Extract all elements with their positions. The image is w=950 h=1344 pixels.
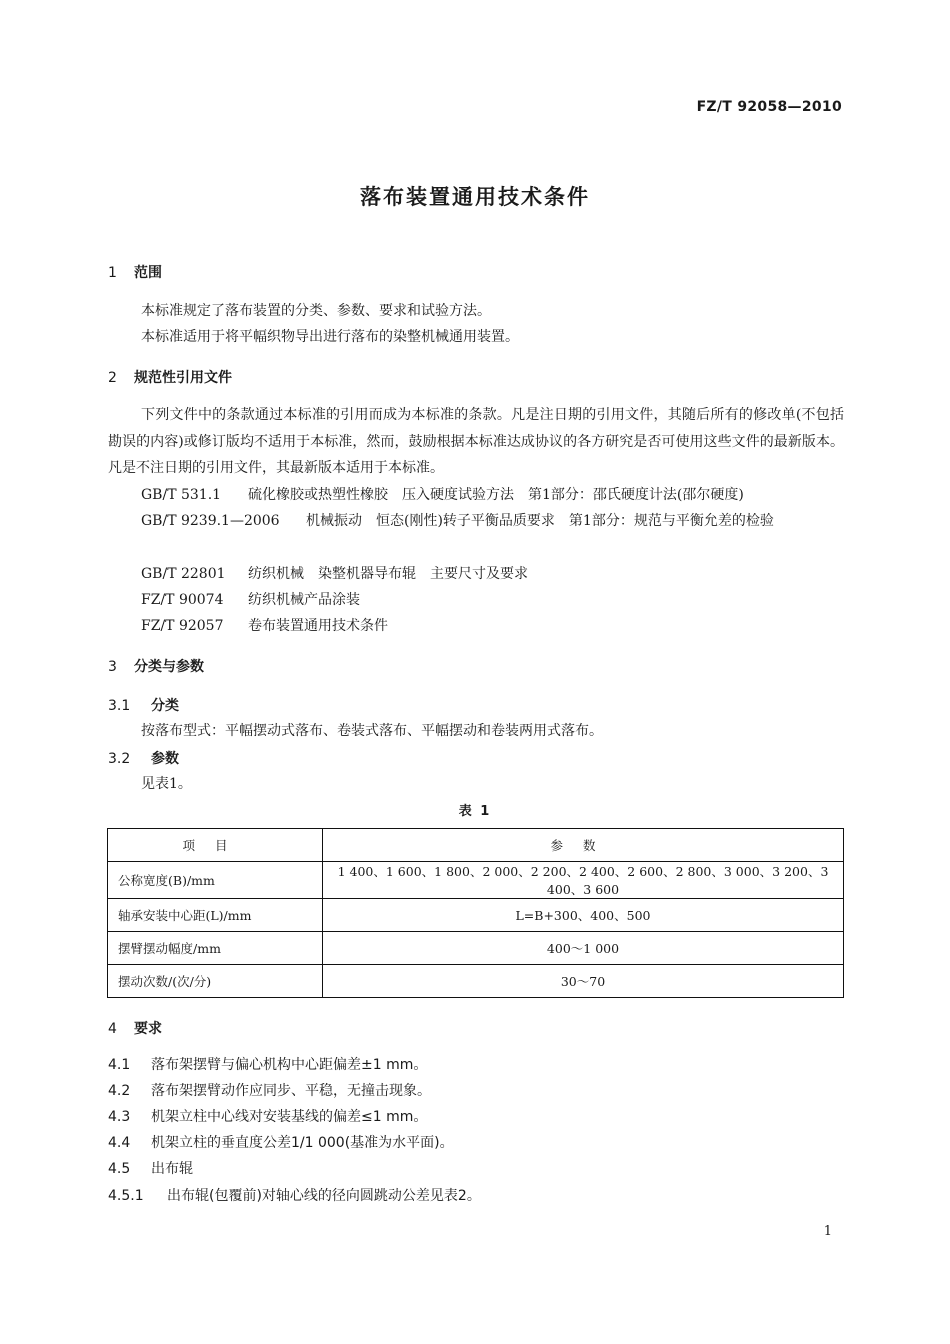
table-caption: 表 1 [458, 804, 492, 819]
table-cell: 轴承安装中心距(L)/mm [108, 899, 323, 932]
section-title: 范围 [134, 265, 162, 281]
reference-code: FZ/T 92057 [141, 618, 224, 634]
item-number: 4.5 [108, 1161, 131, 1177]
item-number: 4.1 [108, 1057, 131, 1073]
requirement-item [108, 1156, 193, 1183]
paragraph: 本标准适用于将平幅织物导出进行落布的染整机械通用装置。 [141, 329, 519, 345]
table-header-cell: 参数 [323, 829, 844, 862]
reference-code: FZ/T 90074 [141, 592, 224, 608]
subsection-number: 3.2 [108, 751, 131, 767]
item-number: 4.2 [108, 1083, 131, 1099]
section-number: 4 [108, 1021, 117, 1037]
item-text: 落布架摆臂与偏心机构中心距偏差±1 mm。 [151, 1057, 428, 1073]
item-text: 机架立柱中心线对安装基线的偏差≤1 mm。 [151, 1109, 428, 1125]
section-1-heading [108, 262, 162, 282]
section-title: 分类与参数 [134, 659, 204, 675]
reference-code: GB/T 9239.1—2006 [141, 513, 280, 529]
requirement-item [108, 1130, 454, 1157]
item-text: 落布架摆臂动作应同步、平稳，无撞击现象。 [151, 1083, 431, 1099]
reference-title: 硫化橡胶或热塑性橡胶 压入硬度试验方法 第1部分：邵氏硬度计法(邵尔硬度) [248, 487, 744, 503]
table-cell: L=B+300、400、500 [323, 899, 844, 932]
reference-title: 卷布装置通用技术条件 [248, 618, 388, 634]
section-number: 3 [108, 659, 117, 675]
standard-code: FZ/T 92058—2010 [696, 99, 842, 115]
subsection-3-1-heading [108, 695, 179, 715]
paragraph: 按落布型式：平幅摆动式落布、卷装式落布、平幅摆动和卷装两用式落布。 [141, 723, 603, 739]
requirement-item [108, 1052, 427, 1079]
table-cell: 公称宽度(B)/mm [108, 862, 323, 899]
requirement-item [108, 1183, 481, 1210]
section-3-heading [108, 656, 204, 676]
section-number: 2 [108, 370, 117, 386]
subsection-title: 分类 [151, 698, 179, 714]
item-number: 4.3 [108, 1109, 131, 1125]
table-cell: 摆臂摆动幅度/mm [108, 932, 323, 965]
reference-code: GB/T 22801 [141, 566, 226, 582]
reference-item [141, 587, 360, 614]
table-row [108, 899, 844, 932]
section-title: 规范性引用文件 [134, 370, 232, 386]
table-row [108, 862, 844, 899]
reference-code: GB/T 531.1 [141, 487, 222, 503]
reference-title: 机械振动 恒态(刚性)转子平衡品质要求 第1部分：规范与平衡允差的检验 [306, 513, 774, 529]
table-header-cell: 项目 [108, 829, 323, 862]
subsection-3-2-heading [108, 748, 179, 768]
section-2-heading [108, 367, 232, 387]
item-text: 机架立柱的垂直度公差1/1 000(基准为水平面)。 [151, 1135, 454, 1151]
document-title: 落布装置通用技术条件 [360, 185, 590, 209]
section-4-heading [108, 1018, 162, 1038]
table-cell: 1 400、1 600、1 800、2 000、2 200、2 400、2 600、2 800、3 000、3 200、3 400、3 600 [323, 862, 844, 899]
table-row [108, 932, 844, 965]
item-text: 出布辊 [151, 1161, 193, 1177]
table-header-row [108, 829, 844, 862]
section-title: 要求 [134, 1021, 162, 1037]
requirement-item [108, 1104, 427, 1131]
item-number: 4.5.1 [108, 1188, 144, 1204]
reference-title: 纺织机械 染整机器导布辊 主要尺寸及要求 [248, 566, 528, 582]
section-number: 1 [108, 265, 117, 281]
paragraph: 见表1。 [141, 776, 192, 792]
table-cell: 400～1 000 [323, 932, 844, 965]
table-cell: 30～70 [323, 965, 844, 998]
item-text: 出布辊(包覆前)对轴心线的径向圆跳动公差见表2。 [167, 1188, 481, 1204]
page-number: 1 [823, 1224, 832, 1239]
parameters-table [107, 828, 844, 998]
paragraph: 本标准规定了落布装置的分类、参数、要求和试验方法。 [141, 303, 491, 319]
reference-item [108, 508, 844, 535]
requirement-item [108, 1078, 431, 1105]
table-row [108, 965, 844, 998]
references-intro: 下列文件中的条款通过本标准的引用而成为本标准的条款。凡是注日期的引用文件，其随后所有的修改单(不包括勘误的内容)或修订版均不适用于本标准，然而，鼓励根据本标准达成协议的各方研究是否可使用这些文件的最新版本。凡是不注日期的引用文件，其最新版本适用于本标准。 [108, 407, 844, 476]
subsection-number: 3.1 [108, 698, 131, 714]
reference-item [141, 613, 388, 640]
subsection-title: 参数 [151, 751, 179, 767]
reference-title: 纺织机械产品涂装 [248, 592, 360, 608]
reference-item [141, 561, 528, 588]
item-number: 4.4 [108, 1135, 131, 1151]
reference-item [141, 482, 744, 509]
table-cell: 摆动次数/(次/分) [108, 965, 323, 998]
